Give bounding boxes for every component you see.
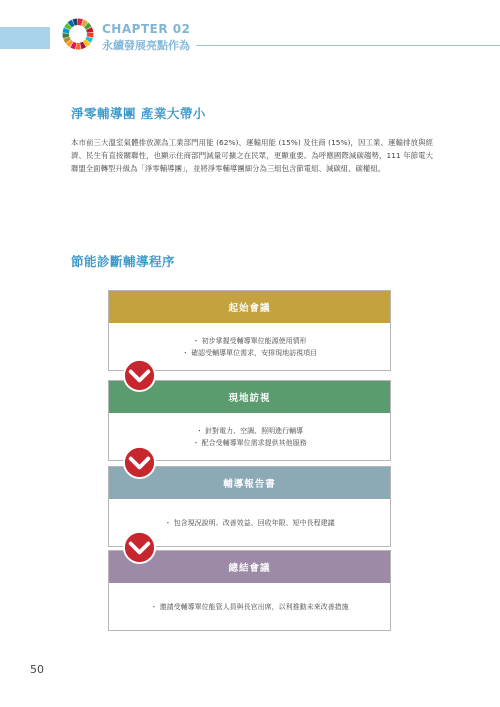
flow-step-item: ・ 初步掌握受輔導單位能源使用情形: [192, 336, 307, 345]
flow-step-item: ・ 配合受輔導單位需求提供其他服務: [192, 438, 307, 447]
sdg-wheel-segment: [76, 43, 81, 50]
chevron-down-icon: [122, 358, 157, 393]
chapter-title: 永續發展亮點作為: [102, 39, 190, 52]
flow-step-title: 現地訪視: [109, 381, 390, 413]
section-title-diagnosis-procedure: 節能診斷輔導程序: [71, 254, 176, 269]
flow-step-title: 總結會議: [109, 551, 390, 583]
header-rule: [196, 45, 500, 46]
chevron-down-icon: [122, 530, 157, 565]
flow-step-item: ・ 包含現況說明、改善效益、回收年限、短中長程建議: [164, 518, 335, 527]
header-color-band: [0, 27, 50, 49]
flow-step-title: 起始會議: [109, 291, 390, 323]
flow-step-title: 輔導報告書: [109, 467, 390, 499]
body-paragraph: 本市前三大溫室氣體排放源為工業部門用能 (62%)、運輸用能 (15%) 及住商 (15%)，因工業、運輸排放與經濟、民生有直接關聯性，也顯示住商部門減量可擴之在民眾，更顯重要。為呼應國際減碳趨勢，111 年節電大聯盟全面轉型升級為「淨零輔導團」，並將淨零輔導團細分為三組包含節電組、減碳組、碳權組。: [71, 138, 433, 173]
page-number: 50: [30, 663, 44, 676]
chevron-down-icon: [122, 445, 157, 480]
flow-step-item: ・ 確認受輔導單位需求，安排現地訪視項目: [181, 348, 318, 357]
sdg-wheel-logo: [62, 18, 94, 50]
chapter-label: CHAPTER 02: [102, 22, 191, 36]
section-title-net-zero: 淨零輔導團 產業大帶小: [71, 106, 206, 121]
flow-step-body: [109, 583, 390, 630]
flow-step-item: ・ 針對電力、空調、照明進行輔導: [195, 426, 304, 435]
flow-step-item: ・ 邀請受輔導單位能管人員與長官出席，以利推動未來改善措施: [150, 602, 349, 611]
